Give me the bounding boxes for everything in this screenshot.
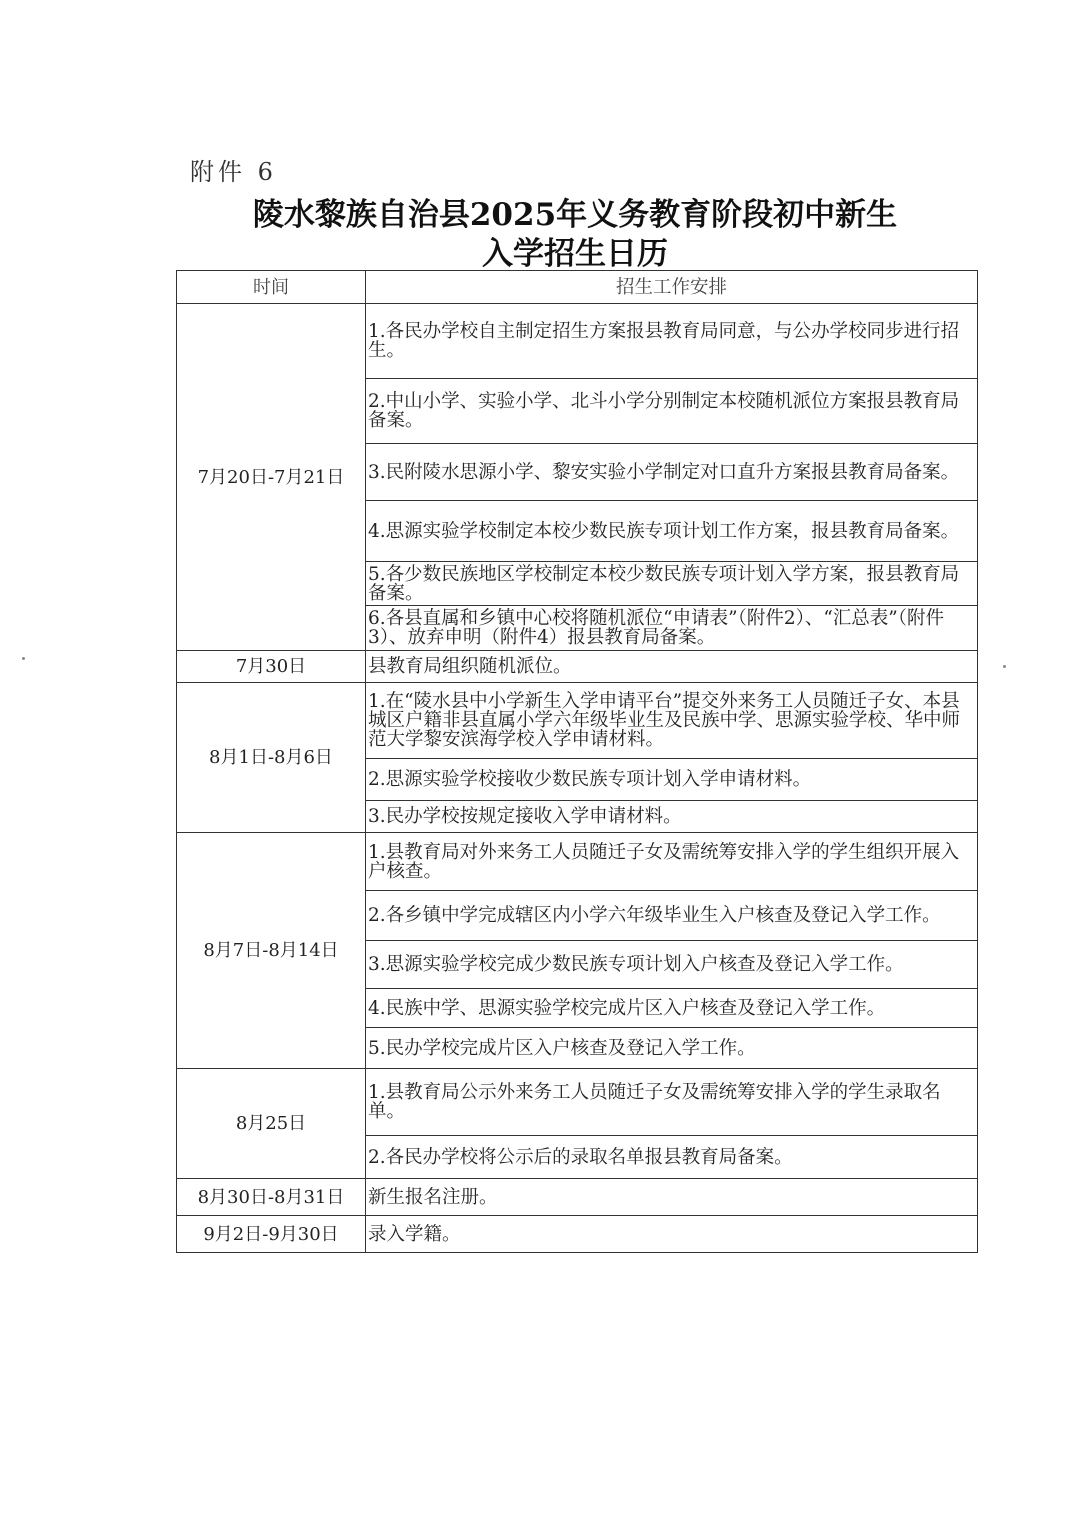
task-cell: 3.民办学校按规定接收入学申请材料。 [366,801,978,833]
table-row [177,304,978,379]
time-cell: 9月2日-9月30日 [177,1216,366,1253]
table-row [177,833,978,891]
time-cell: 7月30日 [177,651,366,683]
table-row [177,683,978,759]
time-cell: 7月20日-7月21日 [177,304,366,651]
task-cell: 2.各乡镇中学完成辖区内小学六年级毕业生入户核查及登记入学工作。 [366,891,978,941]
scan-speck [22,657,25,660]
task-cell: 2.各民办学校将公示后的录取名单报县教育局备案。 [366,1136,978,1179]
header-arrangement: 招生工作安排 [366,271,978,304]
task-cell: 3.思源实验学校完成少数民族专项计划入户核查及登记入学工作。 [366,941,978,989]
task-cell: 1.各民办学校自主制定招生方案报县教育局同意，与公办学校同步进行招生。 [366,304,978,379]
task-cell: 6.各县直属和乡镇中心校将随机派位“申请表”（附件2）、“汇总表”（附件3）、放弃申明（附件4）报县教育局备案。 [366,606,978,651]
task-cell: 4.民族中学、思源实验学校完成片区入户核查及登记入学工作。 [366,989,978,1028]
time-cell: 8月7日-8月14日 [177,833,366,1069]
table-body [177,271,978,1253]
task-cell: 2.思源实验学校接收少数民族专项计划入学申请材料。 [366,759,978,801]
table-row [177,651,978,683]
table-row [177,1216,978,1253]
task-cell: 录入学籍。 [366,1216,978,1253]
task-cell: 县教育局组织随机派位。 [366,651,978,683]
task-cell: 5.民办学校完成片区入户核查及登记入学工作。 [366,1028,978,1069]
task-cell: 2.中山小学、实验小学、北斗小学分别制定本校随机派位方案报县教育局备案。 [366,379,978,444]
scan-speck [1003,665,1006,668]
document-title-line2: 入学招生日历 [482,236,668,272]
enrollment-calendar-table [176,270,978,1253]
task-cell: 新生报名注册。 [366,1179,978,1216]
task-cell: 5.各少数民族地区学校制定本校少数民族专项计划入学方案，报县教育局备案。 [366,562,978,606]
time-cell: 8月30日-8月31日 [177,1179,366,1216]
attachment-label: 附件 6 [190,158,277,186]
header-time: 时间 [177,271,366,304]
task-cell: 1.县教育局对外来务工人员随迁子女及需统筹安排入学的学生组织开展入户核查。 [366,833,978,891]
task-cell: 1.县教育局公示外来务工人员随迁子女及需统筹安排入学的学生录取名单。 [366,1069,978,1136]
time-cell: 8月1日-8月6日 [177,683,366,833]
table-row [177,1069,978,1136]
document-title-line1: 陵水黎族自治县2025年义务教育阶段初中新生 [252,197,898,233]
table-row [177,1179,978,1216]
task-cell: 3.民附陵水思源小学、黎安实验小学制定对口直升方案报县教育局备案。 [366,444,978,501]
table-header-row [177,271,978,304]
time-cell: 8月25日 [177,1069,366,1179]
task-cell: 4.思源实验学校制定本校少数民族专项计划工作方案，报县教育局备案。 [366,501,978,562]
task-cell: 1.在“陵水县中小学新生入学申请平台”提交外来务工人员随迁子女、本县城区户籍非县直属小学六年级毕业生及民族中学、思源实验学校、华中师范大学黎安滨海学校入学申请材料。 [366,683,978,759]
